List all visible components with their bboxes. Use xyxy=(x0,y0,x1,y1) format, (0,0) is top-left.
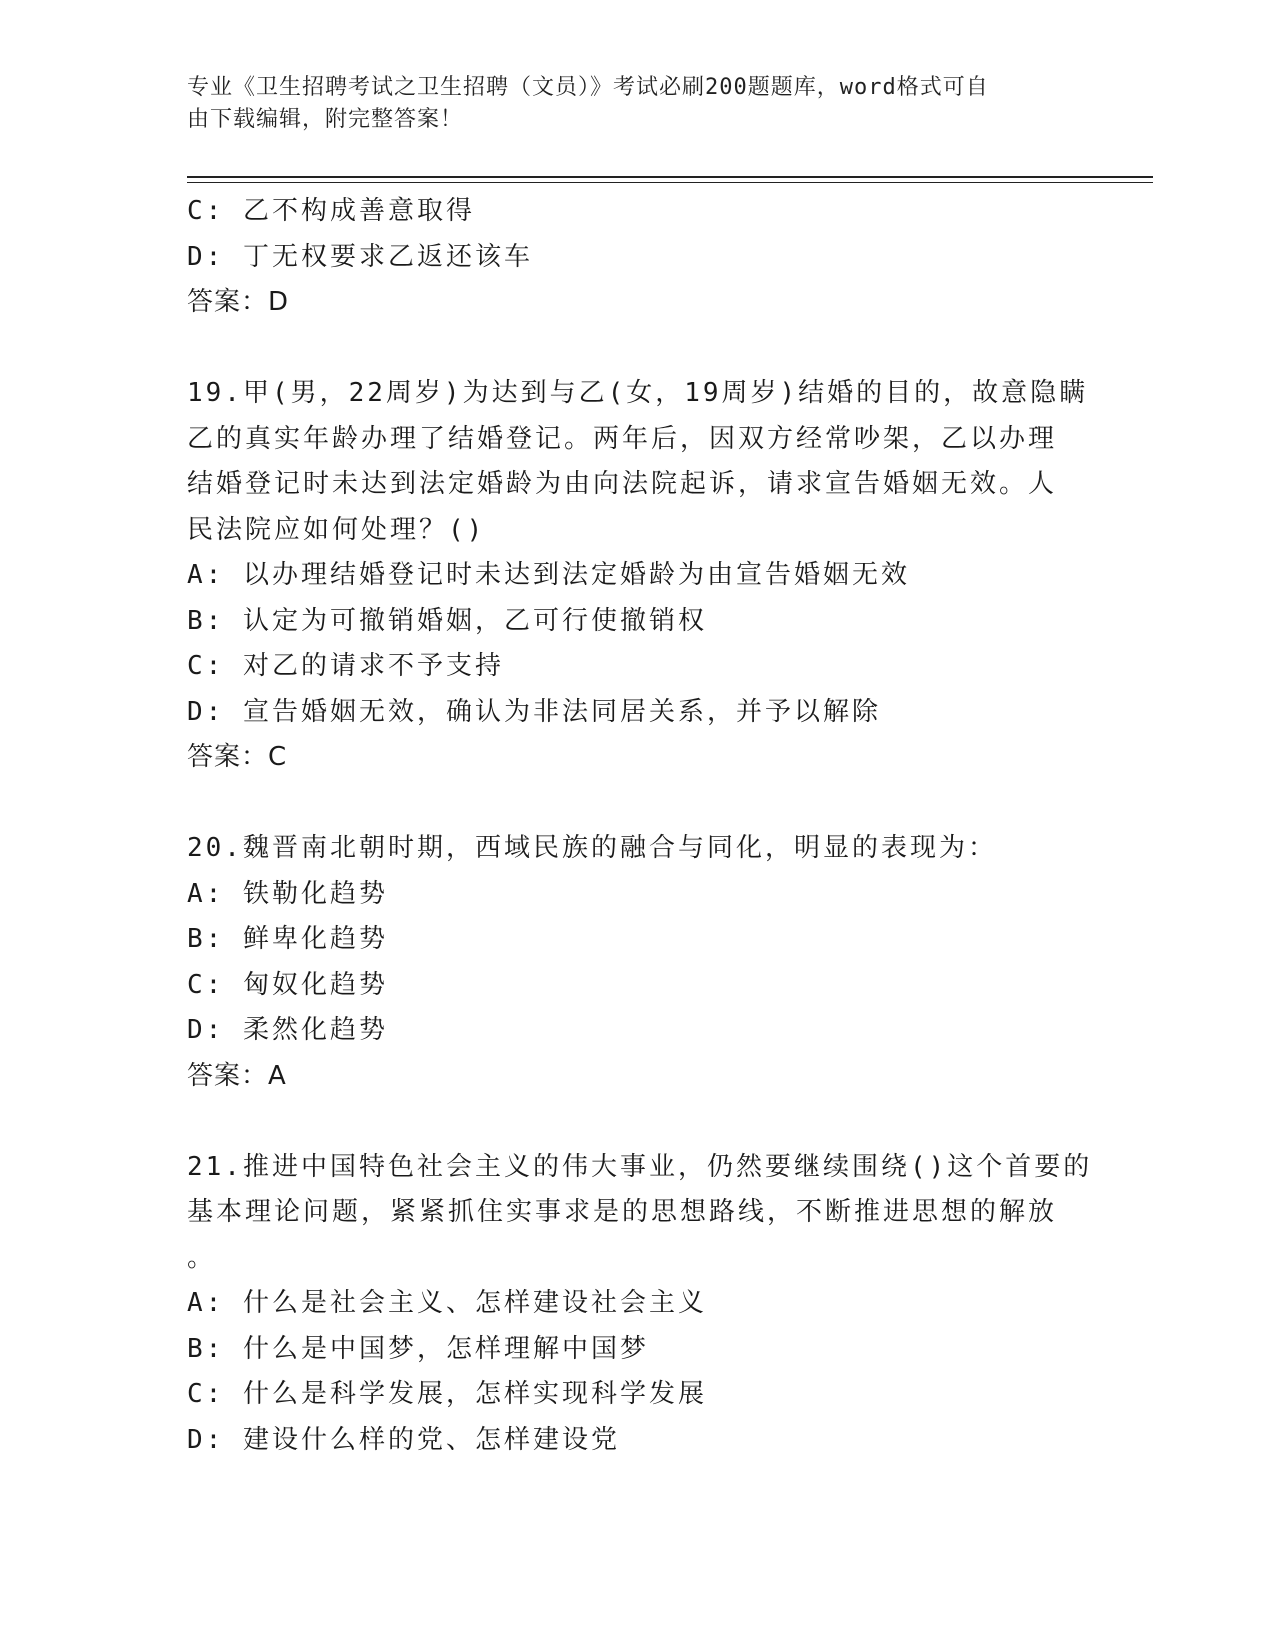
question-stem-line: 21.推进中国特色社会主义的伟大事业，仍然要继续围绕()这个首要的 xyxy=(187,1151,1093,1182)
question-stem-line: 结婚登记时未达到法定婚龄为由向法院起诉，请求宣告婚姻无效。人 xyxy=(187,469,1058,499)
option-d: D: 宣告婚姻无效，确认为非法同居关系，并予以解除 xyxy=(187,696,881,727)
question-block-20 xyxy=(187,826,1087,1099)
spacer xyxy=(187,326,1087,372)
answer-line: 答案：C xyxy=(187,742,288,772)
header-line: 由下载编辑，附完整答案！ xyxy=(187,107,464,132)
option-a: A: 以办理结婚登记时未达到法定婚龄为由宣告婚姻无效 xyxy=(187,560,910,590)
option-c: C: 对乙的请求不予支持 xyxy=(187,651,504,681)
option-a: A: 铁勒化趋势 xyxy=(187,878,388,909)
question-stem-line: 20.魏晋南北朝时期，西域民族的融合与同化，明显的表现为： xyxy=(187,833,997,863)
option-b: B: 什么是中国梦，怎样理解中国梦 xyxy=(187,1333,649,1364)
question-stem-line: 。 xyxy=(187,1242,217,1273)
question-stem-line: 乙的真实年龄办理了结婚登记。两年后，因双方经常吵架，乙以办理 xyxy=(187,423,1058,454)
option-c: C: 乙不构成善意取得 xyxy=(187,196,475,226)
option-b: B: 鲜卑化趋势 xyxy=(187,924,388,954)
question-stem-line: 基本理论问题，紧紧抓住实事求是的思想路线，不断推进思想的解放 xyxy=(187,1197,1058,1227)
spacer xyxy=(187,1099,1087,1145)
option-d: D: 丁无权要求乙返还该车 xyxy=(187,241,533,272)
option-c: C: 什么是科学发展，怎样实现科学发展 xyxy=(187,1379,707,1409)
option-d: D: 柔然化趋势 xyxy=(187,1015,388,1045)
option-d: D: 建设什么样的党、怎样建设党 xyxy=(187,1424,620,1455)
document-header xyxy=(187,72,1067,136)
header-divider-thick xyxy=(187,176,1153,178)
document-body xyxy=(187,189,1093,1463)
header-line: 专业《卫生招聘考试之卫生招聘（文员）》考试必刷200题题库，word格式可自 xyxy=(187,75,989,100)
question-block-21 xyxy=(187,1145,1093,1464)
question-stem-line: 19.甲(男，22周岁)为达到与乙(女，19周岁)结婚的目的，故意隐瞒 xyxy=(187,378,1089,408)
answer-line: 答案：D xyxy=(187,287,290,317)
spacer xyxy=(187,781,1087,827)
option-a: A: 什么是社会主义、怎样建设社会主义 xyxy=(187,1288,707,1318)
header-divider-thin xyxy=(187,182,1153,183)
option-b: B: 认定为可撤销婚姻，乙可行使撤销权 xyxy=(187,605,707,636)
question-block-prev xyxy=(187,189,1087,326)
answer-line: 答案：A xyxy=(187,1060,287,1091)
question-block-19 xyxy=(187,371,1087,781)
question-stem-line: 民法院应如何处理？() xyxy=(187,514,486,545)
option-c: C: 匈奴化趋势 xyxy=(187,969,388,1000)
